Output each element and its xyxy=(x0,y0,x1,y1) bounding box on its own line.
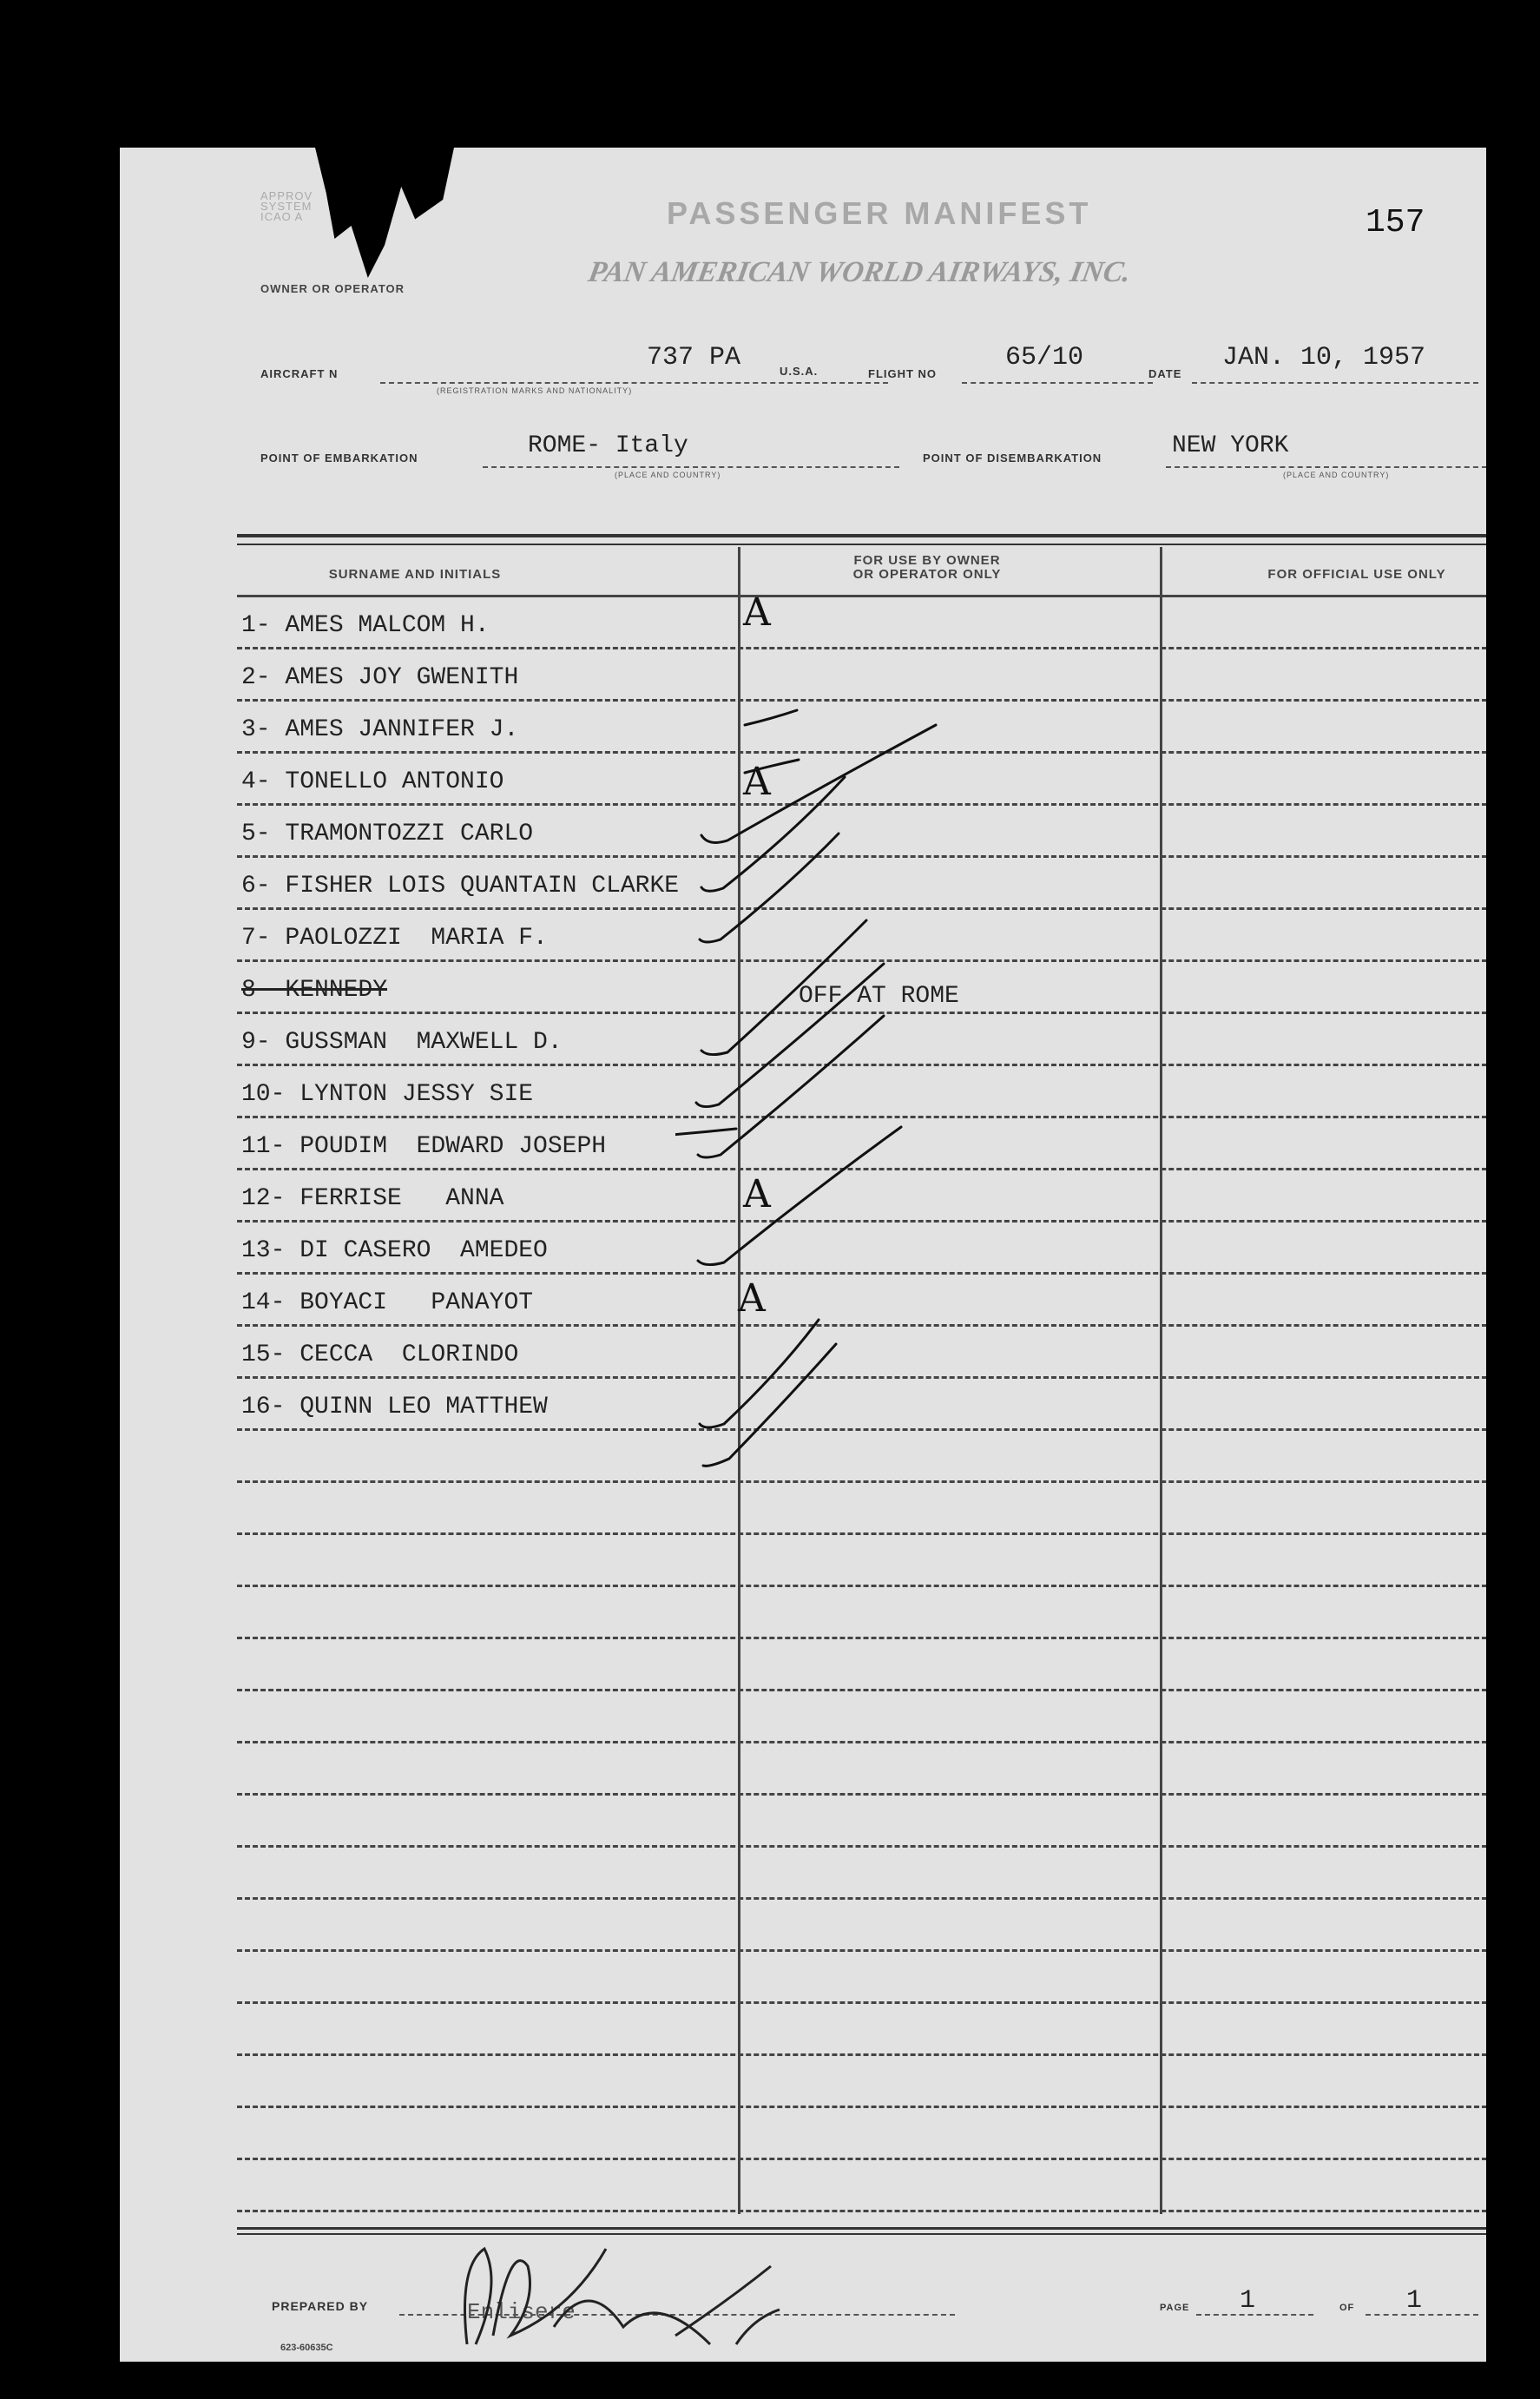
signature-scribble xyxy=(450,2214,814,2353)
date-value: JAN. 10, 1957 xyxy=(1222,343,1426,372)
passenger-name: 8- KENNEDY xyxy=(241,977,388,1004)
torn-corner xyxy=(315,148,454,278)
ruled-line xyxy=(237,1793,1486,1796)
date-label: DATE xyxy=(1148,367,1182,380)
aircraft-label: AIRCRAFT N xyxy=(260,367,339,380)
airline-name: PAN AMERICAN WORLD AIRWAYS, INC. xyxy=(585,256,1134,288)
manifest-title: PASSENGER MANIFEST xyxy=(667,195,1092,231)
passenger-name: 4- TONELLO ANTONIO xyxy=(241,768,504,795)
check-mark xyxy=(703,1344,836,1466)
dash-mark xyxy=(745,760,799,773)
disembark-value: NEW YORK xyxy=(1172,432,1289,459)
passenger-name: 15- CECCA CLORINDO xyxy=(241,1341,519,1368)
ruled-line xyxy=(237,1637,1486,1639)
aircraft-underline xyxy=(380,382,888,384)
embark-note: (PLACE AND COUNTRY) xyxy=(615,471,721,479)
remark-off-at-rome: OFF AT ROME xyxy=(799,983,959,1010)
handwritten-a-mark: A xyxy=(738,1276,766,1321)
check-mark xyxy=(700,1320,819,1427)
passenger-name: 9- GUSSMAN MAXWELL D. xyxy=(241,1029,563,1056)
header-rule xyxy=(237,595,1486,597)
passenger-name: 7- PAOLOZZI MARIA F. xyxy=(241,925,548,952)
passenger-name: 3- AMES JANNIFER J. xyxy=(241,716,519,743)
flight-underline xyxy=(962,382,1153,384)
handwritten-a-mark: A xyxy=(743,1172,771,1216)
passenger-name: 12- FERRISE ANNA xyxy=(241,1185,504,1212)
passenger-name: 16- QUINN LEO MATTHEW xyxy=(241,1394,548,1420)
handwritten-a-mark: A xyxy=(743,590,771,635)
of-value: 1 xyxy=(1406,2286,1423,2316)
passenger-name: 14- BOYACI PANAYOT xyxy=(241,1289,534,1316)
ruled-line xyxy=(237,2001,1486,2004)
col-official-use: FOR OFFICIAL USE ONLY xyxy=(1267,567,1446,582)
check-mark xyxy=(701,725,936,842)
ruled-line xyxy=(237,2053,1486,2056)
footer-top-rule-2 xyxy=(237,2233,1486,2235)
passenger-name: 13- DI CASERO AMEDEO xyxy=(241,1237,548,1264)
flight-label: FLIGHT NO xyxy=(868,367,938,380)
passenger-name: 5- TRAMONTOZZI CARLO xyxy=(241,821,534,847)
check-marks xyxy=(675,634,1109,1632)
usa-label: U.S.A. xyxy=(780,365,819,378)
check-mark xyxy=(701,777,845,891)
owner-label: OWNER OR OPERATOR xyxy=(260,282,405,295)
passenger-name: 10- LYNTON JESSY SIE xyxy=(241,1081,534,1108)
registration-note: (REGISTRATION MARKS AND NATIONALITY) xyxy=(437,386,633,395)
ruled-line xyxy=(237,1949,1486,1952)
table-top-rule-2 xyxy=(237,544,1486,545)
ruled-line xyxy=(237,2210,1486,2212)
form-code: 623-60635C xyxy=(280,2343,333,2353)
embark-underline xyxy=(483,466,899,468)
passenger-name: 2- AMES JOY GWENITH xyxy=(241,664,519,691)
page-value: 1 xyxy=(1240,2286,1256,2316)
date-underline xyxy=(1192,382,1478,384)
ruled-line xyxy=(237,2158,1486,2160)
check-mark xyxy=(698,1016,884,1157)
ruled-line xyxy=(237,1689,1486,1691)
ruled-line xyxy=(237,1897,1486,1900)
ruled-line xyxy=(237,1741,1486,1743)
manifest-sheet xyxy=(120,148,1486,2362)
embark-label: POINT OF EMBARKATION xyxy=(260,451,418,465)
strike-line xyxy=(675,1129,736,1145)
table-top-rule xyxy=(237,534,1486,537)
flight-value: 65/10 xyxy=(1005,343,1084,372)
disembark-label: POINT OF DISEMBARKATION xyxy=(923,451,1102,465)
ruled-line xyxy=(237,2106,1486,2108)
handwritten-a-mark: A xyxy=(743,760,771,804)
prepared-by-value: Enlisere xyxy=(467,2299,576,2325)
dash-mark xyxy=(745,710,797,725)
col-surname: SURNAME AND INITIALS xyxy=(328,567,502,582)
passenger-name: 11- POUDIM EDWARD JOSEPH xyxy=(241,1133,607,1160)
check-mark xyxy=(696,964,884,1107)
check-mark xyxy=(701,920,866,1055)
column-divider-2 xyxy=(1160,547,1162,2214)
embark-value: ROME- Italy xyxy=(528,432,688,459)
sheet-number: 157 xyxy=(1366,204,1425,241)
disembark-underline xyxy=(1166,466,1486,468)
prepared-by-label: PREPARED BY xyxy=(272,2299,369,2313)
passenger-name: 6- FISHER LOIS QUANTAIN CLARKE xyxy=(241,873,680,900)
aircraft-value: 737 PA xyxy=(647,343,741,372)
col-owner-use: FOR USE BY OWNER OR OPERATOR ONLY xyxy=(852,553,1002,582)
approval-stamp: APPROV SYSTEM ICAO A xyxy=(260,189,313,223)
of-label: OF xyxy=(1339,2303,1355,2313)
footer-top-rule xyxy=(237,2227,1486,2230)
ruled-line xyxy=(237,1845,1486,1848)
page-label: PAGE xyxy=(1160,2303,1190,2313)
disembark-note: (PLACE AND COUNTRY) xyxy=(1283,471,1390,479)
passenger-name: 1- AMES MALCOM H. xyxy=(241,612,490,639)
